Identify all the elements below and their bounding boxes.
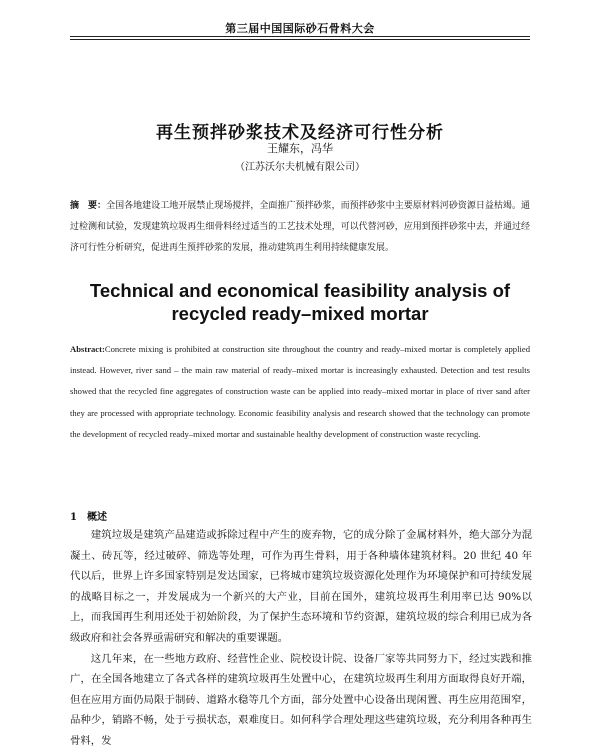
- en-title: Technical and economical feasibility analysis of recycled ready–mixed mortar: [89, 280, 511, 324]
- cn-affiliation: （江苏沃尔夫机械有限公司）: [235, 162, 365, 173]
- header-rule-thin: [70, 39, 530, 40]
- header-rule: [70, 36, 530, 37]
- en-abstract-text: Concrete mixing is prohibited at construction site throughout the country and ready–mixed mortar is completely applied instead. However, river sand – the main raw material of ready–mixed mortar is increasingly exhausted. Detection and test results showed that the recycled fine aggregates of construction waste can be applied into ready–mixed mortar in place of river sand after they are processed with appropriate technology. Economic feasibility analysis and research showed that the technology can promote the development of recycled ready–mixed mortar and sustainable healthy development of construction waste recycling.: [70, 344, 530, 439]
- cn-abstract-text: 全国各地建设工地开展禁止现场搅拌，全面推广预拌砂浆，而预拌砂浆中主要原材料河砂资源日益枯竭。通过检测和试验，发现建筑垃圾再生细骨料经过适当的工艺技术处理，可以代替河砂，应用到预拌砂浆中去，并通过经济可行性分析研究，促进再生预拌砂浆的发展，推动建筑再生利用持续健康发展。: [70, 201, 530, 253]
- section-heading: 1 概述: [70, 512, 107, 523]
- cn-abstract: [70, 196, 530, 259]
- cn-authors: 王耀东，冯华: [267, 142, 333, 155]
- body-paragraph: 这几年来，在一些地方政府、经营性企业、院校设计院、设备厂家等共同努力下，经过实践和推广，在全国各地建立了各式各样的建筑垃圾再生处置中心，在建筑垃圾再生利用方面取得良好开端，但在应用方面仍局限于制砖、道路水稳等几个方面，部分处置中心设备出现闲置、再生应用范围窄，品种少，销路不畅，处于亏损状态，艰难度日。如何科学合理处理这些建筑垃圾，充分利用各种再生骨料，发: [70, 652, 532, 747]
- en-abstract-label: Abstract:: [70, 344, 105, 354]
- cn-abstract-label: 摘 要：: [70, 201, 107, 211]
- en-abstract: [70, 339, 530, 445]
- journal-header: 第三届中国国际砂石骨料大会: [225, 22, 375, 35]
- section-body: [70, 525, 532, 752]
- body-paragraph: 建筑垃圾是建筑产品建造或拆除过程中产生的废弃物，它的成分除了金属材料外，绝大部分为混凝土、砖瓦等，经过破碎、筛选等处理，可作为再生骨料，用于各种墙体建筑材料。20 世纪 40 年代以后，世界上许多国家特别是发达国家，已将城市建筑垃圾资源化处理作为环境保护和可持续发展的战略目标之一，并发展成为一个新兴的大产业，目前在国外，建筑垃圾再生利用率已达 90%以上，而我国再生利用还处于初始阶段，为了保护生态环境和节约资源，建筑垃圾的综合利用已成为各级政府和社会各界亟需研究和解决的重要课题。: [70, 529, 532, 644]
- cn-title: 再生预拌砂浆技术及经济可行性分析: [156, 123, 444, 143]
